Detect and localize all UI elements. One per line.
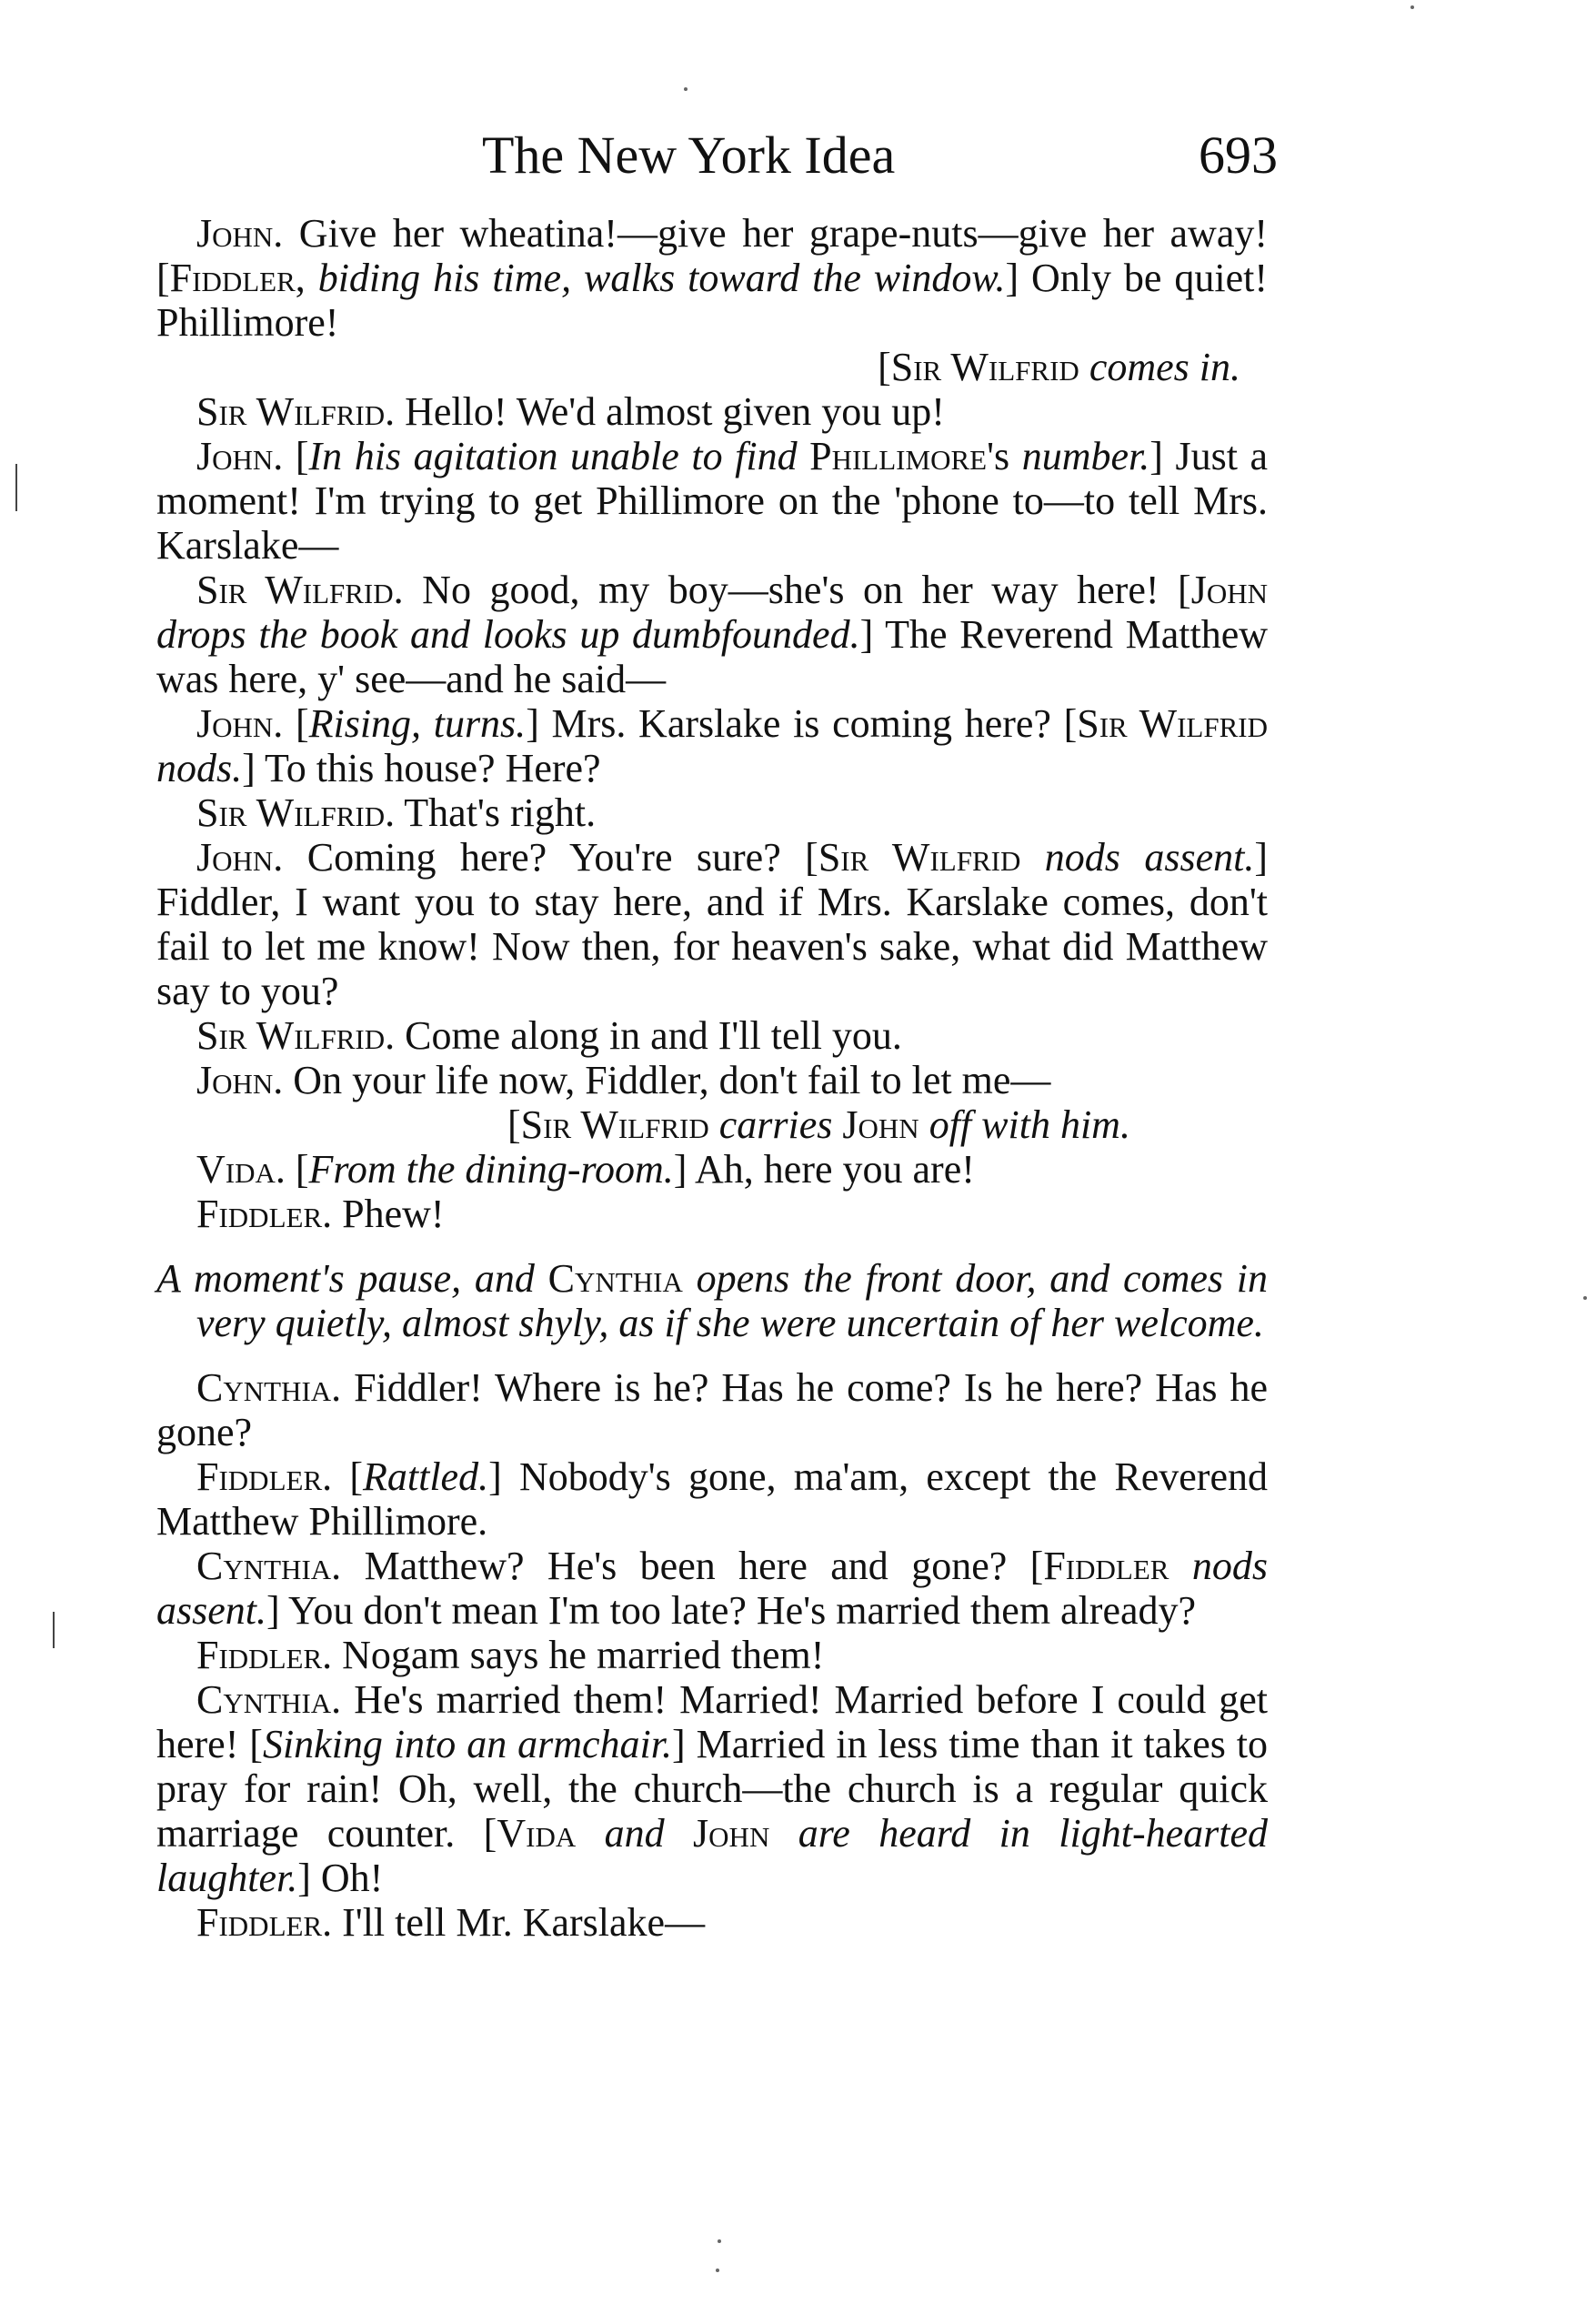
speech-john-4: John. Coming here? You're sure? [Sir Wilfrid nods assent.] Fiddler, I want you to stay here, and if Mrs. Karslake comes, don't fail to let me know! Now then, for heaven's sake, what did Matthew say to you? <box>156 835 1269 1013</box>
speech-fiddler-2: Fiddler. [Rattled.] Nobody's gone, ma'am, except the Reverend Matthew Phillimore. <box>156 1454 1268 1544</box>
speech-fiddler-3: Fiddler. Nogam says he married them! <box>196 1633 825 1677</box>
speech-john-2: John. [In his agitation unable to find Phillimore's number.] Just a moment! I'm trying to get Phillimore on the 'phone to—to tell Mrs. Karslake— <box>156 434 1268 568</box>
speech-john-5: John. On your life now, Fiddler, don't fail to let me— <box>196 1058 1051 1102</box>
scan-speck <box>1410 5 1414 9</box>
stage-direction-enter: [Sir Wilfrid comes in. <box>878 345 1240 389</box>
speech-sir-wilfrid-2: Sir Wilfrid. No good, my boy—she's on her way here! [John drops the book and looks up dumbfounded.] The Reverend Matthew was here, y' see—and he said— <box>156 568 1268 701</box>
scan-speck <box>716 2269 719 2272</box>
speech-vida-1: Vida. [From the dining-room.] Ah, here you are! <box>196 1147 975 1192</box>
speech-cynthia-2: Cynthia. Matthew? He's been here and gone? [Fiddler nods assent.] You don't mean I'm too late? He's married them already? <box>156 1544 1268 1633</box>
scan-margin-mark <box>15 464 17 511</box>
page-number: 693 <box>1199 126 1278 185</box>
running-title: The New York Idea <box>482 126 896 185</box>
speech-fiddler-1: Fiddler. Phew! <box>196 1192 445 1236</box>
speech-sir-wilfrid-3: Sir Wilfrid. That's right. <box>196 790 597 835</box>
speech-fiddler-4: Fiddler. I'll tell Mr. Karslake— <box>196 1900 706 1945</box>
speech-sir-wilfrid-4: Sir Wilfrid. Come along in and I'll tell you. <box>196 1013 902 1058</box>
speech-cynthia-3: Cynthia. He's married them! Married! Married before I could get here! [Sinking into an armchair.] Married in less time than it takes to pray for rain! Oh, well, the church—the church is a regular quick marriage counter. [Vida and John are heard in light-hearted laughter.] Oh! <box>156 1677 1269 1900</box>
stage-direction-exit: [Sir Wilfrid carries John off with him. <box>507 1102 1130 1147</box>
scan-margin-mark <box>53 1612 55 1648</box>
speech-cynthia-1: Cynthia. Fiddler! Where is he? Has he come? Is he here? Has he gone? <box>156 1365 1268 1454</box>
speech-sir-wilfrid-1: Sir Wilfrid. Hello! We'd almost given you up! <box>196 389 945 434</box>
scan-speck <box>1583 1296 1587 1300</box>
page-body <box>156 211 1268 1945</box>
speech-john-1: John. Give her wheatina!—give her grape-nuts—give her away! [Fiddler, biding his time, walks toward the window.] Only be quiet! Phillimore! <box>156 211 1269 345</box>
scan-speck <box>718 2239 721 2243</box>
stage-direction-cynthia-enters: A moment's pause, and Cynthia opens the front door, and comes in very quietly, almost shyly, as if she were uncertain of her welcome. <box>156 1256 1269 1345</box>
scan-speck <box>684 87 688 91</box>
speech-john-3: John. [Rising, turns.] Mrs. Karslake is coming here? [Sir Wilfrid nods.] To this house? Here? <box>156 701 1268 790</box>
